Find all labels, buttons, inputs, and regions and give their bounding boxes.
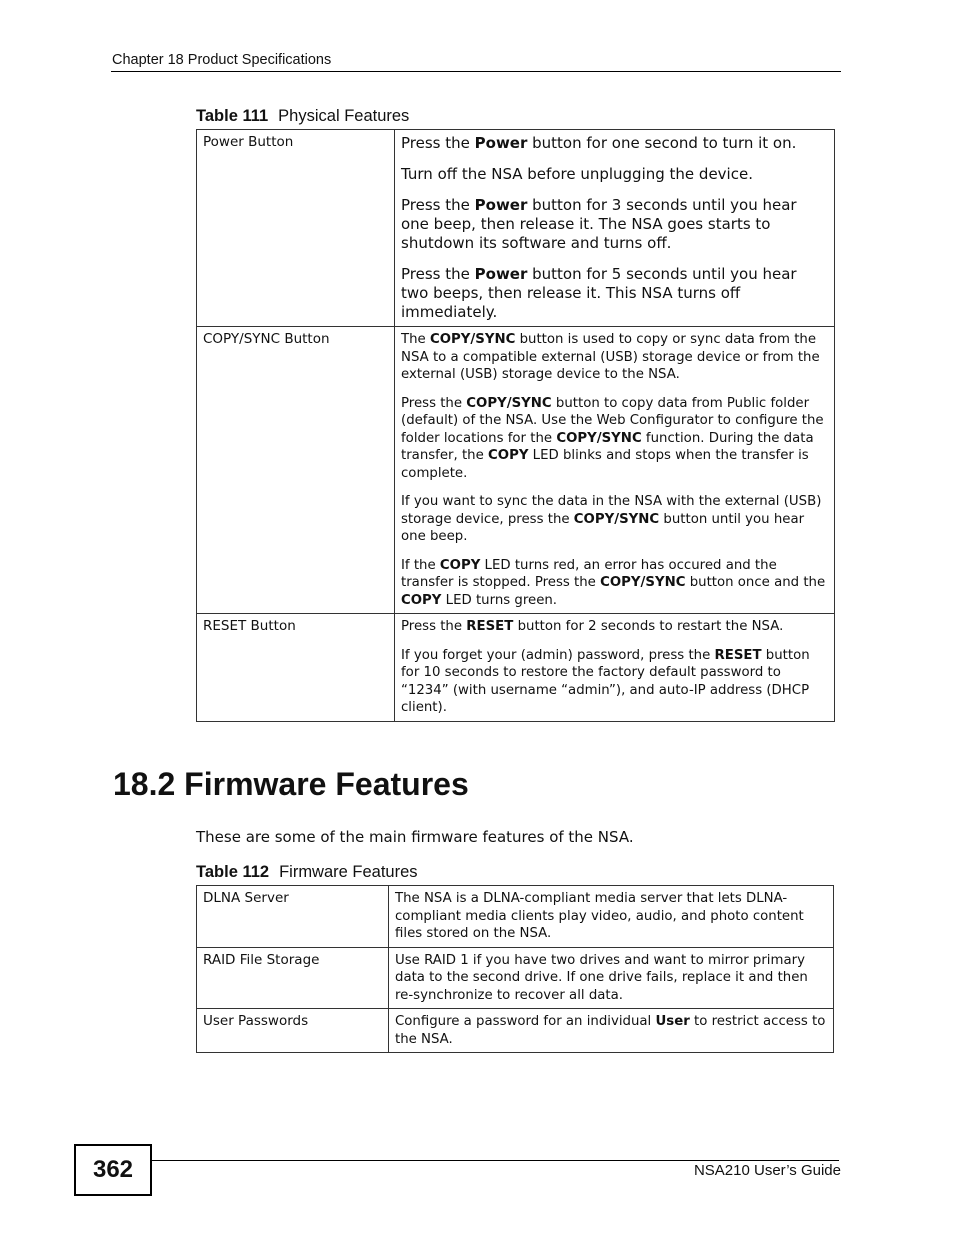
text-run: The	[401, 332, 430, 347]
text-run: Turn off the NSA before unplugging the device.	[401, 165, 753, 183]
text-run: LED blinks and stops when the transfer is complete.	[401, 448, 809, 481]
text-run: button is used to copy or sync data from the NSA to a compatible external (USB) storage device or from the external (USB) storage device to the NSA.	[401, 332, 820, 382]
running-header: Chapter 18 Product Specifications	[112, 52, 332, 68]
table-112-caption	[196, 863, 418, 882]
text-run: Press the	[401, 134, 475, 152]
text-run: LED turns green.	[441, 592, 558, 608]
bold-term: User	[655, 1014, 690, 1029]
description-paragraph	[395, 890, 827, 943]
description-paragraph	[401, 647, 828, 717]
row-description	[389, 886, 834, 948]
bold-term: COPY	[439, 557, 481, 573]
table-111-caption	[196, 107, 409, 126]
text-run: button for 3 seconds until you hear one beep, then release it. The NSA goes starts to shutdown its software and turns off.	[401, 196, 797, 252]
footer-rule	[151, 1160, 839, 1161]
row-description	[395, 614, 835, 722]
description-paragraph	[401, 196, 828, 253]
table-112-number: Table 112	[196, 863, 270, 881]
bold-term: COPY	[401, 592, 442, 608]
description-paragraph	[401, 331, 828, 384]
text-run: If you forget your (admin) password, press the	[401, 647, 715, 663]
bold-term: COPY/SYNC	[429, 332, 516, 347]
text-run: Use RAID 1 if you have two drives and want to mirror primary data to the second drive. If one drive fails, replace it and then re-synchronize to recover all data.	[395, 952, 808, 1003]
row-label: RESET Button	[197, 614, 395, 722]
row-description	[395, 327, 835, 614]
physical-features-table	[196, 129, 835, 722]
text-run: The NSA is a DLNA-compliant media server that lets DLNA-compliant media clients play video, audio, and photo content files stored on the NSA.	[395, 891, 804, 941]
bold-term: COPY/SYNC	[573, 511, 660, 527]
description-paragraph	[395, 952, 827, 1005]
row-description	[395, 130, 835, 327]
bold-term: COPY/SYNC	[466, 395, 552, 411]
description-paragraph	[401, 134, 828, 153]
table-row	[197, 614, 835, 722]
table-111-title: Physical Features	[278, 107, 410, 125]
row-label: RAID File Storage	[197, 947, 389, 1009]
description-paragraph	[401, 265, 828, 322]
bold-term: COPY/SYNC	[556, 430, 642, 446]
description-paragraph	[401, 395, 828, 483]
bold-term: RESET	[714, 647, 762, 663]
row-description	[389, 947, 834, 1009]
description-paragraph	[401, 618, 828, 636]
table-row	[197, 130, 835, 327]
bold-term: Power	[474, 134, 528, 152]
text-run: LED turns red, an error has occured and the transfer is stopped. Press the	[401, 557, 777, 590]
text-run: button until you hear one beep.	[401, 511, 805, 544]
description-paragraph	[395, 1013, 827, 1048]
bold-term: RESET	[466, 619, 514, 634]
text-run: Press the	[401, 265, 475, 283]
text-run: Press the	[401, 395, 467, 411]
guide-title: NSA210 User’s Guide	[693, 1162, 841, 1179]
table-112-title: Firmware Features	[279, 863, 418, 881]
text-run: Configure a password for an individual	[395, 1014, 656, 1029]
bold-term: COPY/SYNC	[600, 575, 686, 590]
section-title: 18.2 Firmware Features	[113, 766, 469, 802]
row-label: User Passwords	[197, 1009, 389, 1053]
description-paragraph	[401, 493, 828, 546]
text-run: function. During the data transfer, the	[401, 430, 814, 463]
text-run: If you want to sync the data in the NSA with the external (USB) storage device, press the	[401, 494, 822, 527]
row-label: COPY/SYNC Button	[197, 327, 395, 614]
text-run: button for 2 seconds to restart the NSA.	[513, 619, 784, 634]
table-row	[197, 327, 835, 614]
row-label: Power Button	[197, 130, 395, 327]
row-label: DLNA Server	[197, 886, 389, 948]
description-paragraph	[401, 557, 828, 610]
section-intro: These are some of the main firmware features of the NSA.	[196, 828, 634, 846]
table-row	[197, 1009, 834, 1053]
bold-term: Power	[474, 265, 528, 283]
table-111-number: Table 111	[196, 107, 269, 125]
page-number: 362	[74, 1144, 152, 1196]
table-row	[197, 886, 834, 948]
bold-term: COPY	[488, 448, 529, 463]
text-run: Press the	[401, 619, 467, 634]
text-run: button for 5 seconds until you hear two beeps, then release it. This NSA turns off immediately.	[401, 265, 797, 321]
text-run: Press the	[401, 196, 475, 214]
header-rule	[111, 71, 841, 72]
firmware-features-table	[196, 885, 834, 1053]
text-run: button once and the	[685, 575, 826, 590]
text-run: to restrict access to the NSA.	[395, 1014, 826, 1047]
text-run: button for one second to turn it on.	[527, 134, 797, 152]
text-run: If the	[401, 557, 440, 573]
bold-term: Power	[474, 196, 528, 214]
row-description	[389, 1009, 834, 1053]
text-run: button for 10 seconds to restore the factory default password to “1234” (with username “admin”), and auto-IP address (DHCP client).	[401, 647, 810, 715]
table-row	[197, 947, 834, 1009]
text-run: button to copy data from Public folder (default) of the NSA. Use the Web Configurator to configure the folder locations for the	[401, 395, 824, 446]
description-paragraph	[401, 165, 828, 184]
